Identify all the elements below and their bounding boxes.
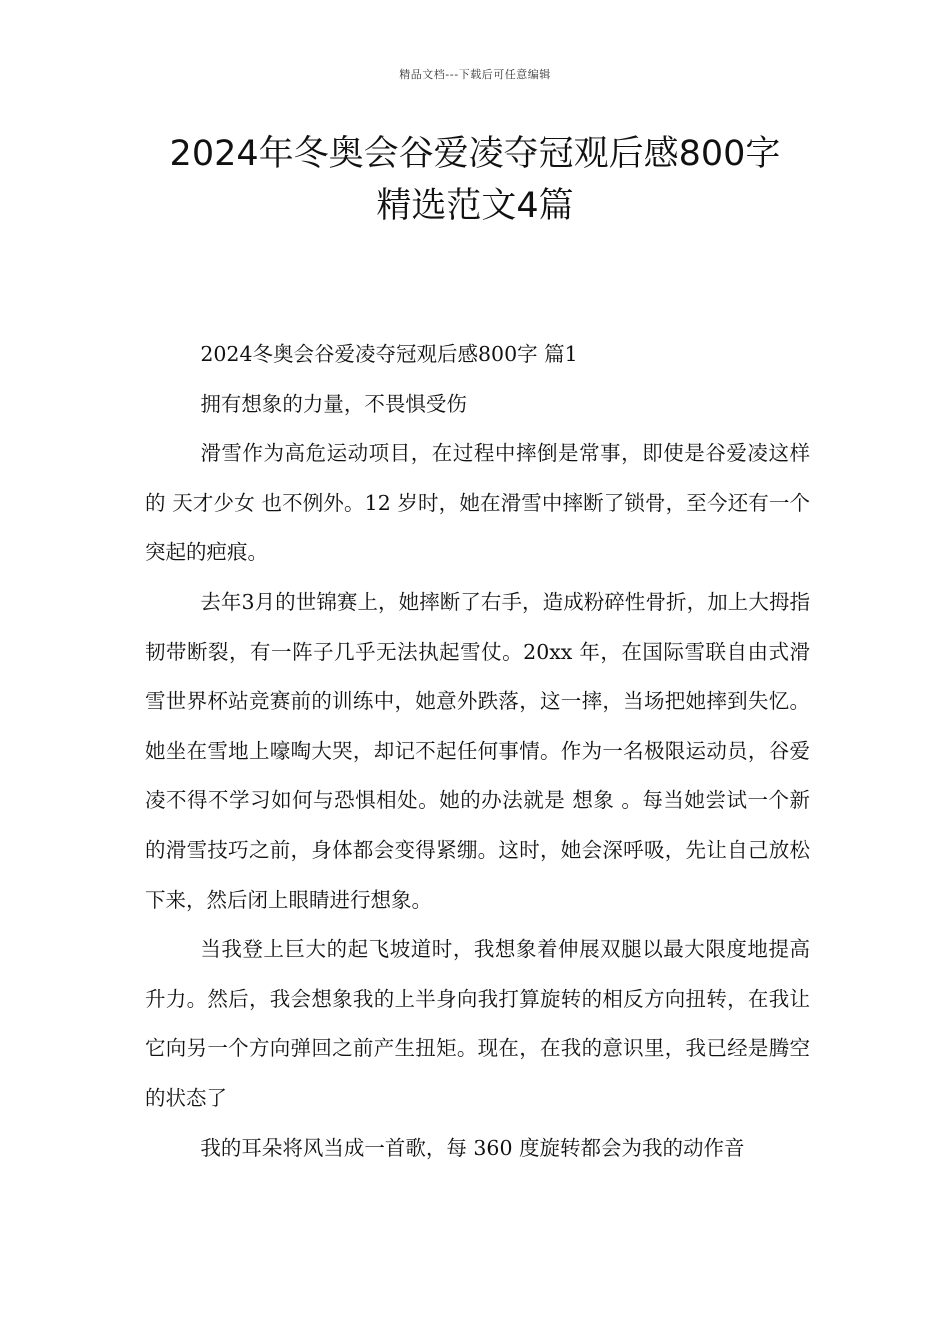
paragraph: 去年3月的世锦赛上，她摔断了右手，造成粉碎性骨折，加上大拇指韧带断裂，有一阵子几乎无法执起雪仗。20xx 年，在国际雪联自由式滑雪世界杯站竞赛前的训练中，她意外跌落，这一摔，当场把她摔到失忆。她坐在雪地上嚎啕大哭，却记不起任何事情。作为一名极限运动员，谷爱凌不得不学习如何与恐惧相处。她的办法就是 想象 。每当她尝试一个新的滑雪技巧之前，身体都会变得紧绷。这时，她会深呼吸，先让自己放松下来，然后闭上眼睛进行想象。 <box>145 589 810 912</box>
paragraph: 当我登上巨大的起飞坡道时，我想象着伸展双腿以最大限度地提高升力。然后，我会想象我的上半身向我打算旋转的相反方向扭转，在我让它向另一个方向弹回之前产生扭矩。现在，在我的意识里，我已经是腾空的状态了 <box>145 937 810 1110</box>
subheading: 拥有想象的力量，不畏惧受伤 <box>200 391 467 416</box>
paragraph: 滑雪作为高危运动项目，在过程中摔倒是常事，即使是谷爱凌这样的 天才少女 也不例外。12 岁时，她在滑雪中摔断了锁骨，至今还有一个突起的疤痕。 <box>145 441 810 565</box>
title-line-1: 2024年冬奥会谷爱凌夺冠观后感800字 <box>169 134 781 174</box>
title-line-2: 精选范文4篇 <box>376 186 574 226</box>
document-title <box>100 128 850 232</box>
section-heading: 2024冬奥会谷爱凌夺冠观后感800字 篇1 <box>200 342 578 366</box>
document-body <box>145 330 810 1173</box>
header-note: 精品文档---下载后可任意编辑 <box>399 68 551 81</box>
paragraph: 我的耳朵将风当成一首歌，每 360 度旋转都会为我的动作音 <box>200 1135 745 1160</box>
